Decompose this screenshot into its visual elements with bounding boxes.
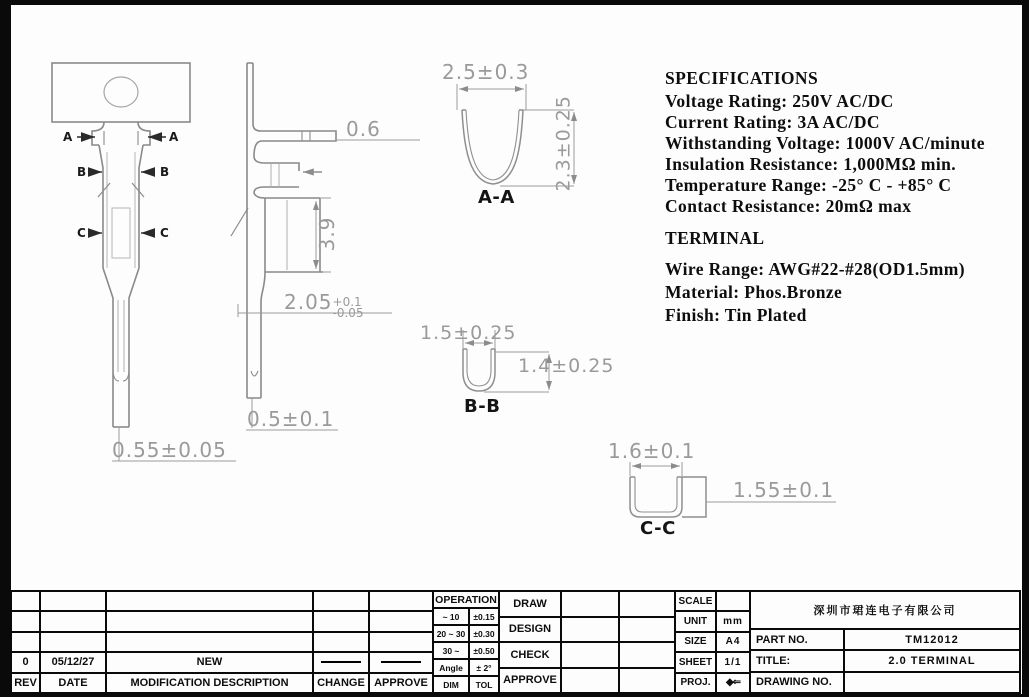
dim-bend-offset-minus: -0.05 [332, 306, 364, 320]
rev-approve-mark [370, 653, 432, 671]
cell-empty [314, 633, 368, 651]
dim-front-pin-width: 0.55±0.05 [112, 438, 227, 462]
info-table [674, 590, 751, 694]
draw-label: DRAW [500, 592, 560, 616]
check-label: CHECK [500, 643, 560, 667]
size-label: SIZE [676, 633, 715, 651]
tolerance-table [432, 590, 500, 694]
tol-dim-label: DIM [434, 677, 468, 692]
terminal-finish: Finish: Tin Plated [665, 305, 807, 325]
cell-empty [107, 592, 312, 610]
terminal-material: Material: Phos.Bronze [665, 282, 843, 302]
sheet-label: SHEET [676, 653, 715, 671]
terminal-title: TERMINAL [665, 228, 765, 248]
dim-side-pin-width: 0.5±0.1 [247, 407, 335, 431]
title-label: TITLE: [751, 651, 843, 670]
unit-label: UNIT [676, 612, 715, 630]
date-header: DATE [41, 674, 105, 692]
spec-contact-resistance: Contact Resistance: 20mΩ max [665, 196, 912, 216]
spec-withstanding-voltage: Withstanding Voltage: 1000V AC/minute [665, 133, 985, 153]
spec-current-rating: Current Rating: 3A AC/DC [665, 112, 880, 132]
drawing-no-value [845, 673, 1019, 692]
section-aa-label: A-A [478, 187, 515, 208]
cell-empty [370, 612, 432, 630]
proj-label: PROJ. [676, 674, 715, 692]
rev-date: 05/12/27 [41, 653, 105, 671]
scale-value [717, 592, 749, 610]
approve-header: APPROVE [370, 674, 432, 692]
revision-table [10, 590, 434, 694]
tol-tol-label: TOL [470, 677, 498, 692]
cell-empty [41, 612, 105, 630]
projection-symbol: ◆⇐ [717, 674, 749, 692]
unit-value: mm [717, 612, 749, 630]
dim-barrel-length: 3.9 [315, 216, 339, 252]
cell-empty [107, 612, 312, 630]
size-value: A4 [717, 633, 749, 651]
change-header: CHANGE [314, 674, 368, 692]
dim-cc-height: 1.55±0.1 [733, 478, 835, 502]
spec-temperature-range: Temperature Range: -25° C - +85° C [665, 175, 952, 195]
spec-voltage-rating: Voltage Rating: 250V AC/DC [665, 91, 894, 111]
cell-empty [12, 592, 39, 610]
cell-empty [562, 669, 618, 693]
dim-bend-offset-value: 2.05 [284, 290, 333, 314]
part-no-label: PART NO. [751, 630, 843, 649]
rev-description: NEW [107, 653, 312, 671]
section-cc-label: C-C [640, 518, 676, 539]
terminal-wire-range: Wire Range: AWG#22-#28(OD1.5mm) [665, 259, 965, 279]
terminal-block [665, 228, 965, 327]
dim-bend-offset-tol [333, 297, 364, 319]
mod-desc-header: MODIFICATION DESCRIPTION [107, 674, 312, 692]
section-aa [462, 110, 523, 184]
section-cut-arrows [77, 137, 166, 233]
tol-range-2: 20 ~ 30 [434, 626, 468, 641]
section-bb [463, 349, 495, 391]
tol-value-1: ±0.15 [470, 609, 498, 624]
dim-bb-height: 1.4±0.25 [518, 355, 615, 377]
tolerance-header: OPERATION [435, 593, 497, 606]
signoff-table [498, 590, 678, 694]
cell-empty [562, 592, 618, 616]
dim-aa-width: 2.5±0.3 [442, 60, 530, 84]
scale-label: SCALE [676, 592, 715, 610]
tol-range-3: 30 ~ [434, 643, 468, 658]
tol-angle-label: Angle [434, 660, 468, 675]
part-no-value: TM12012 [845, 630, 1019, 649]
cell-empty [620, 669, 676, 693]
cell-empty [562, 618, 618, 642]
section-bb-label: B-B [464, 396, 501, 417]
cell-empty [107, 633, 312, 651]
approve-dash [381, 661, 421, 663]
approve-label: APPROVE [500, 669, 560, 693]
marker-c-left: C [77, 226, 86, 240]
cell-empty [314, 612, 368, 630]
marker-b-left: B [77, 165, 87, 179]
side-dim-lines [238, 140, 420, 430]
marker-c-right: C [160, 226, 169, 240]
design-label: DESIGN [500, 618, 560, 642]
dim-bend-offset [284, 292, 364, 319]
drawing-no-label: DRAWING NO. [751, 673, 843, 692]
cell-empty [314, 592, 368, 610]
marker-a-left: A [63, 130, 73, 144]
title-block [10, 590, 1021, 694]
cell-empty [620, 643, 676, 667]
specifications-title: SPECIFICATIONS [665, 68, 819, 88]
rev-value: 0 [12, 653, 39, 671]
dim-bend-offset-plus: +0.1 [332, 295, 362, 309]
cell-empty [41, 592, 105, 610]
dim-cc-width: 1.6±0.1 [608, 439, 696, 463]
cell-empty [41, 633, 105, 651]
tol-range-1: ~ 10 [434, 609, 468, 624]
cell-empty [620, 592, 676, 616]
company-name: 深圳市珺连电子有限公司 [751, 592, 1019, 628]
cell-empty [620, 618, 676, 642]
rev-header: REV [12, 674, 39, 692]
sheet-value: 1/1 [717, 653, 749, 671]
title-value: 2.0 TERMINAL [845, 651, 1019, 670]
tol-angle-value: ± 2° [470, 660, 498, 675]
cell-empty [562, 643, 618, 667]
tol-value-3: ±0.50 [470, 643, 498, 658]
tol-value-2: ±0.30 [470, 626, 498, 641]
cell-empty [370, 592, 432, 610]
marker-a-right: A [169, 130, 179, 144]
specifications-block [665, 68, 985, 217]
company-title-table [749, 590, 1021, 694]
dim-aa-height: 2.3±0.25 [552, 95, 575, 192]
dim-flap-width: 0.6 [346, 117, 381, 141]
cell-empty [12, 633, 39, 651]
cell-empty [370, 633, 432, 651]
rev-change-mark [314, 653, 368, 671]
spec-insulation-resistance: Insulation Resistance: 1,000MΩ min. [665, 154, 957, 174]
change-dash [321, 661, 361, 663]
front-view [52, 63, 190, 427]
cell-empty [12, 612, 39, 630]
marker-b-right: B [160, 165, 170, 179]
section-cc [630, 477, 706, 517]
dim-bb-width: 1.5±0.25 [420, 322, 517, 344]
